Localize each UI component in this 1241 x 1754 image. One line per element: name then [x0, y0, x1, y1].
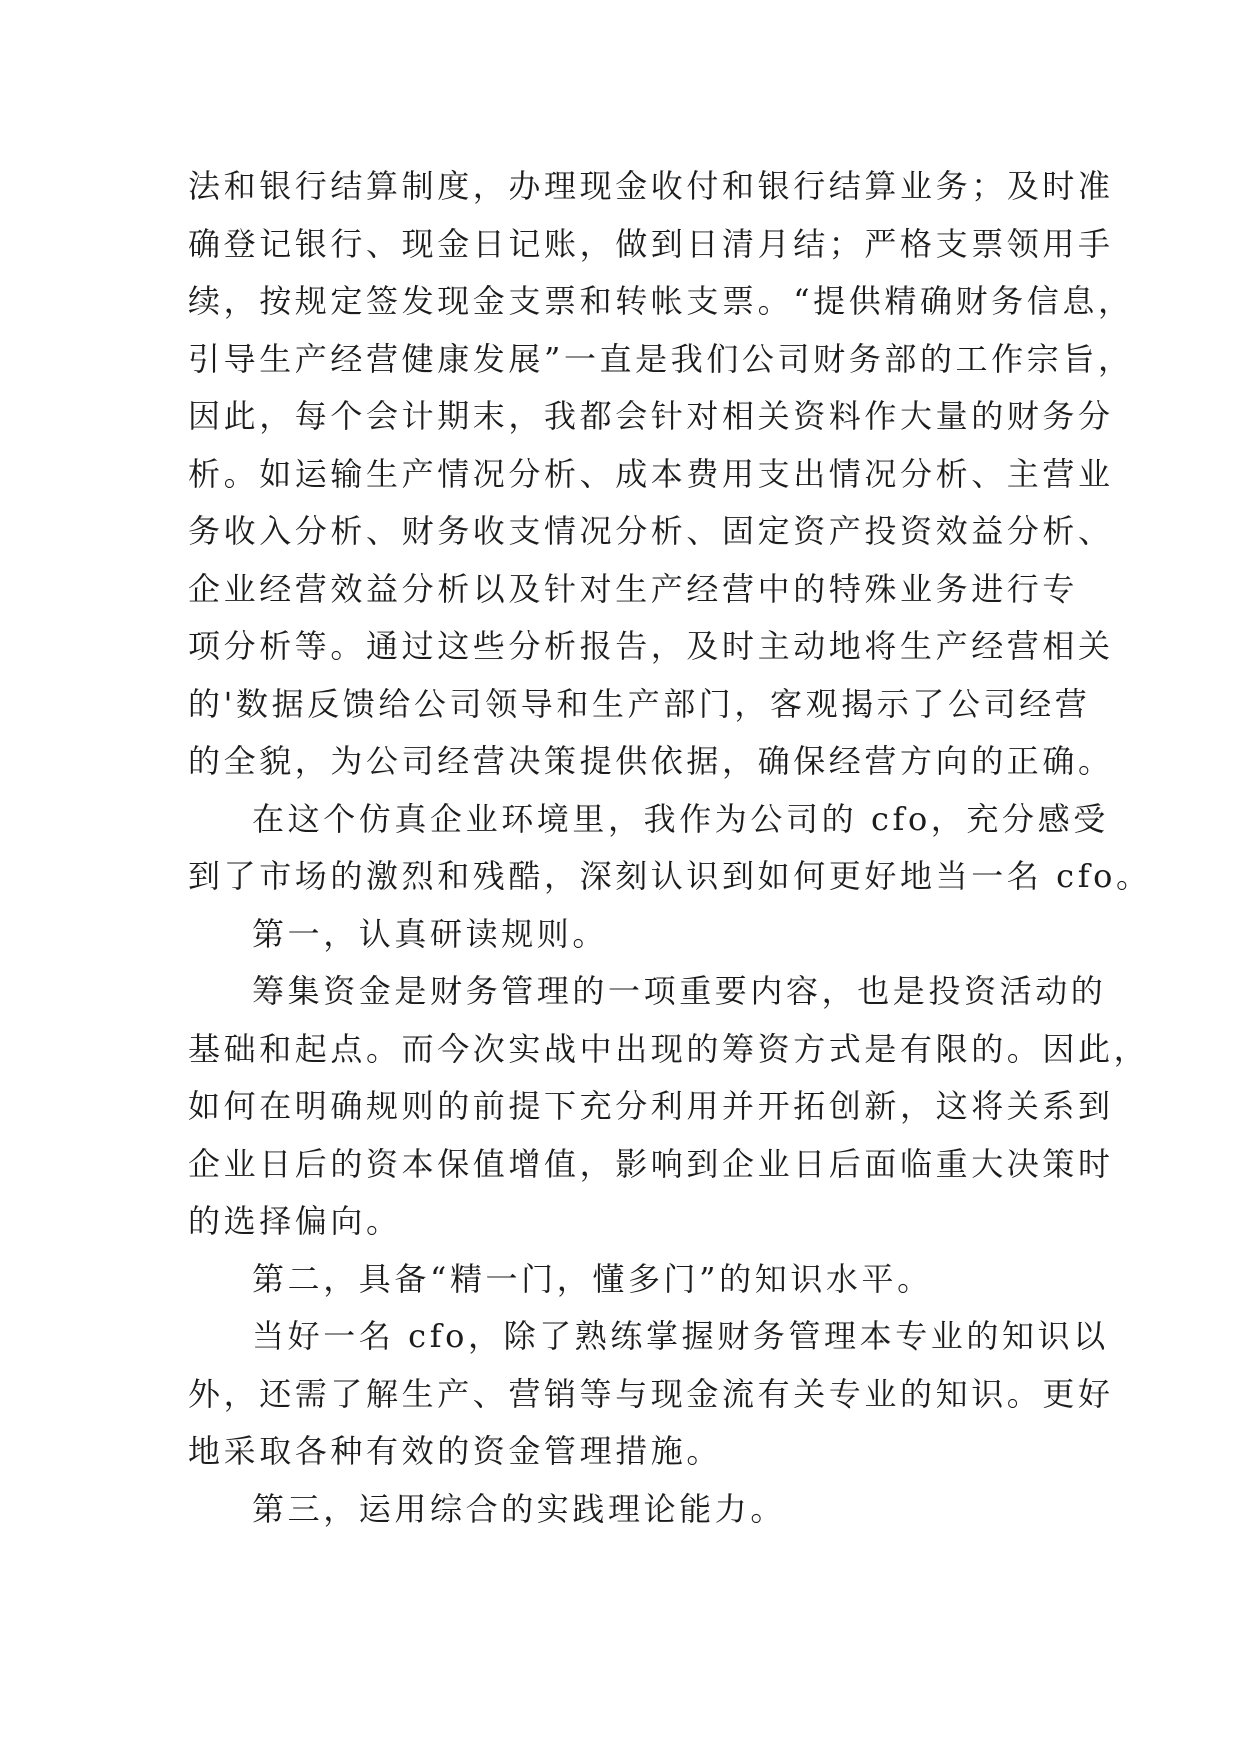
text-line: 确登记银行、现金日记账，做到日清月结；严格支票领用手	[188, 224, 1114, 263]
text-line: 筹集资金是财务管理的一项重要内容，也是投资活动的	[252, 972, 1107, 1010]
text-line: 析。如运输生产情况分析、成本费用支出情况分析、主营业	[188, 454, 1114, 493]
text-line: 第三，运用综合的实践理论能力。	[252, 1489, 787, 1528]
text-line: 第二，具备“精一门，懂多门”的知识水平。	[252, 1259, 933, 1298]
text-line: 续，按规定签发现金支票和转帐支票。“提供精确财务信息，	[188, 282, 1134, 320]
text-line: 外，还需了解生产、营销等与现金流有关专业的知识。更好	[188, 1374, 1114, 1413]
text-line: 的'数据反馈给公司领导和生产部门，客观揭示了公司经营	[188, 684, 1091, 723]
text-line: 企业日后的资本保值增值，影响到企业日后面临重大决策时	[188, 1144, 1114, 1183]
text-line: 的选择偏向。	[188, 1202, 402, 1240]
document-body	[188, 158, 1152, 1538]
text-line: 地采取各种有效的资金管理措施。	[188, 1432, 723, 1470]
text-line: 的全貌，为公司经营决策提供依据，确保经营方向的正确。	[188, 742, 1114, 780]
text-line: 如何在明确规则的前提下充分利用并开拓创新，这将关系到	[188, 1087, 1114, 1125]
text-line: 到了市场的激烈和残酷，深刻认识到如何更好地当一名 cfo。	[188, 857, 1152, 895]
text-line: 法和银行结算制度，办理现金收付和银行结算业务；及时准	[188, 167, 1114, 205]
text-line: 引导生产经营健康发展”一直是我们公司财务部的工作宗旨，	[188, 339, 1134, 378]
text-line: 第一，认真研读规则。	[252, 914, 609, 953]
text-line: 企业经营效益分析以及针对生产经营中的特殊业务进行专	[188, 569, 1079, 608]
text-line: 因此，每个会计期末，我都会针对相关资料作大量的财务分	[188, 397, 1114, 435]
text-line: 务收入分析、财务收支情况分析、固定资产投资效益分析、	[188, 512, 1114, 550]
text-line: 项分析等。通过这些分析报告，及时主动地将生产经营相关	[188, 627, 1114, 665]
text-line: 基础和起点。而今次实战中出现的筹资方式是有限的。因此，	[188, 1029, 1150, 1068]
text-line: 在这个仿真企业环境里，我作为公司的 cfo，充分感受	[252, 799, 1109, 838]
text-line: 当好一名 cfo，除了熟练掌握财务管理本专业的知识以	[252, 1317, 1109, 1355]
